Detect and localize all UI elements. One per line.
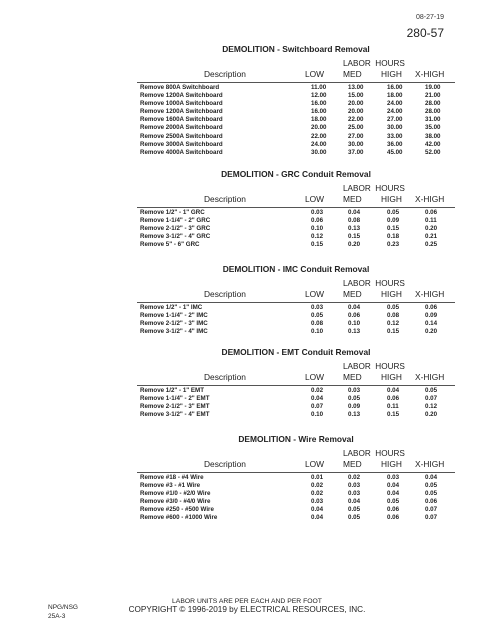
row-high: 0.03 (387, 474, 400, 481)
med-header: MED (343, 372, 362, 382)
low-header: LOW (305, 194, 325, 204)
row-low: 20.00 (311, 124, 327, 132)
row-med: 0.06 (348, 312, 361, 320)
row-high: 0.04 (387, 482, 400, 490)
table-row (137, 514, 455, 522)
row-high: 0.08 (387, 312, 400, 320)
table-row (137, 403, 455, 411)
row-x-high: 0.07 (425, 395, 438, 403)
row-med: 0.05 (348, 514, 361, 522)
row-description: Remove 1600A Switchboard (140, 116, 223, 124)
row-high: 0.15 (387, 411, 400, 419)
med-header: MED (343, 69, 362, 79)
row-med: 0.20 (348, 241, 361, 249)
row-description: Remove 800A Switchboard (140, 84, 220, 91)
row-high: 16.00 (387, 84, 403, 91)
column-header-row (137, 194, 455, 206)
row-x-high: 19.00 (425, 84, 441, 91)
table-rows (137, 209, 455, 249)
row-med: 0.10 (348, 320, 361, 328)
table-row (137, 133, 455, 141)
table-row (137, 474, 455, 482)
footer-units-note: LABOR UNITS ARE PER EACH AND PER FOOT (172, 598, 322, 605)
row-x-high: 38.00 (425, 132, 441, 140)
med-header: MED (343, 194, 362, 204)
row-med: 0.13 (348, 328, 361, 336)
column-header-row (137, 289, 455, 301)
table-row (137, 209, 455, 217)
row-description: Remove 2500A Switchboard (140, 132, 223, 140)
table-row (137, 241, 455, 249)
x-high-header: X-HIGH (415, 372, 445, 382)
table-row (137, 116, 455, 124)
row-x-high: 52.00 (425, 148, 441, 156)
table-rows (137, 84, 455, 157)
row-low: 0.15 (311, 241, 324, 249)
row-x-high: 0.09 (425, 312, 438, 320)
description-header: Description (204, 69, 246, 79)
row-low: 0.04 (311, 395, 324, 403)
med-header: MED (343, 459, 362, 469)
table-row (137, 304, 455, 312)
row-med: 0.15 (348, 233, 361, 241)
row-high: 0.18 (387, 233, 400, 241)
table-row (137, 328, 455, 336)
row-description: Remove 2000A Switchboard (140, 124, 223, 132)
row-high: 0.06 (387, 395, 400, 403)
labor-hours-header: LABOR HOURS (343, 184, 405, 193)
row-med: 0.04 (348, 304, 361, 311)
footer-code-1: NPG/NSG (48, 604, 78, 611)
row-low: 18.00 (311, 116, 327, 124)
labor-hours-header: LABOR HOURS (343, 362, 405, 371)
row-high: 45.00 (387, 148, 403, 156)
header-divider (137, 82, 455, 83)
high-header: HIGH (381, 194, 402, 204)
section-title: DEMOLITION - IMC Conduit Removal (222, 264, 370, 274)
table-row (137, 100, 455, 108)
table-row (137, 498, 455, 506)
row-x-high: 0.07 (425, 506, 438, 514)
row-med: 0.02 (348, 474, 361, 481)
row-x-high: 0.20 (425, 411, 438, 419)
row-med: 37.00 (348, 148, 364, 156)
table-row (137, 149, 455, 157)
table-rows (137, 474, 455, 523)
x-high-header: X-HIGH (415, 69, 445, 79)
row-med: 25.00 (348, 124, 364, 132)
row-high: 24.00 (387, 100, 403, 108)
section-title: DEMOLITION - Switchboard Removal (222, 44, 370, 54)
row-x-high: 28.00 (425, 100, 441, 108)
row-low: 30.00 (311, 148, 327, 156)
row-description: Remove 1-1/4" - 2" IMC (140, 312, 208, 320)
row-high: 0.04 (387, 490, 400, 498)
row-low: 16.00 (311, 108, 327, 116)
description-header: Description (204, 194, 246, 204)
row-x-high: 0.21 (425, 233, 438, 241)
row-x-high: 0.06 (425, 304, 438, 311)
row-med: 0.05 (348, 506, 361, 514)
row-description: Remove #3 - #1 Wire (140, 482, 201, 490)
row-low: 0.02 (311, 490, 324, 498)
row-description: Remove #250 - #500 Wire (140, 506, 214, 514)
column-header-row (137, 459, 455, 471)
row-high: 0.15 (387, 328, 400, 336)
row-med: 0.08 (348, 217, 361, 225)
row-med: 30.00 (348, 140, 364, 148)
table-rows (137, 387, 455, 419)
header-divider (137, 472, 455, 473)
row-med: 0.03 (348, 490, 361, 498)
row-description: Remove 2-1/2" - 3" IMC (140, 320, 208, 328)
row-description: Remove 4000A Switchboard (140, 148, 223, 156)
row-description: Remove #600 - #1000 Wire (140, 514, 218, 522)
row-high: 0.06 (387, 506, 400, 514)
row-x-high: 0.04 (425, 474, 438, 481)
row-low: 0.02 (311, 387, 324, 394)
row-x-high: 0.05 (425, 387, 438, 394)
row-low: 0.08 (311, 320, 324, 328)
row-med: 20.00 (348, 100, 364, 108)
footer-copyright: COPYRIGHT © 1996-2019 by ELECTRICAL RESOURCES, INC. (128, 605, 366, 614)
section-title: DEMOLITION - GRC Conduit Removal (221, 169, 371, 179)
page-number: 280-57 (406, 26, 444, 40)
high-header: HIGH (381, 372, 402, 382)
row-x-high: 0.07 (425, 514, 438, 522)
row-high: 0.05 (387, 498, 400, 506)
row-description: Remove 1/2" - 1" EMT (140, 387, 204, 394)
table-row (137, 92, 455, 100)
high-header: HIGH (381, 69, 402, 79)
column-header-row (137, 69, 455, 81)
row-x-high: 0.06 (425, 209, 438, 216)
section-title: DEMOLITION - Wire Removal (238, 434, 354, 444)
row-low: 0.04 (311, 514, 324, 522)
row-high: 30.00 (387, 124, 403, 132)
section-title: DEMOLITION - EMT Conduit Removal (221, 347, 371, 357)
row-x-high: 0.05 (425, 482, 438, 490)
low-header: LOW (305, 289, 325, 299)
row-description: Remove 1200A Switchboard (140, 92, 223, 100)
table-row (137, 124, 455, 132)
row-low: 0.01 (311, 474, 324, 481)
row-high: 36.00 (387, 140, 403, 148)
row-x-high: 35.00 (425, 124, 441, 132)
row-description: Remove 1/2" - 1" GRC (140, 209, 205, 216)
row-med: 0.03 (348, 387, 361, 394)
row-low: 0.10 (311, 411, 324, 419)
row-low: 22.00 (311, 132, 327, 140)
description-header: Description (204, 372, 246, 382)
row-description: Remove 3-1/2" - 4" GRC (140, 233, 211, 241)
row-x-high: 0.05 (425, 490, 438, 498)
row-description: Remove 2-1/2" - 3" EMT (140, 403, 210, 411)
table-row (137, 506, 455, 514)
row-low: 0.02 (311, 482, 324, 490)
row-description: Remove #18 - #4 Wire (140, 474, 204, 481)
header-divider (137, 385, 455, 386)
row-description: Remove 5" - 6" GRC (140, 241, 200, 249)
table-row (137, 490, 455, 498)
row-high: 0.15 (387, 225, 400, 233)
row-description: Remove #1/0 - #2/0 Wire (140, 490, 211, 498)
row-low: 0.03 (311, 498, 324, 506)
table-row (137, 217, 455, 225)
row-x-high: 0.12 (425, 403, 438, 411)
high-header: HIGH (381, 289, 402, 299)
row-high: 0.06 (387, 514, 400, 522)
row-description: Remove 1-1/4" - 2" EMT (140, 395, 210, 403)
row-low: 0.04 (311, 506, 324, 514)
row-description: Remove #3/0 - #4/0 Wire (140, 498, 211, 506)
table-row (137, 482, 455, 490)
row-low: 11.00 (311, 84, 327, 91)
row-high: 0.11 (387, 403, 399, 411)
header-divider (137, 302, 455, 303)
low-header: LOW (305, 372, 325, 382)
row-high: 33.00 (387, 132, 403, 140)
description-header: Description (204, 459, 246, 469)
row-high: 0.05 (387, 209, 400, 216)
row-description: Remove 1/2" - 1" IMC (140, 304, 203, 311)
x-high-header: X-HIGH (415, 194, 445, 204)
row-x-high: 0.20 (425, 328, 438, 336)
row-high: 24.00 (387, 108, 403, 116)
row-description: Remove 2-1/2" - 3" GRC (140, 225, 211, 233)
row-description: Remove 3-1/2" - 4" EMT (140, 411, 210, 419)
row-x-high: 0.06 (425, 498, 438, 506)
row-description: Remove 1-1/4" - 2" GRC (140, 217, 211, 225)
description-header: Description (204, 289, 246, 299)
row-high: 0.09 (387, 217, 400, 225)
row-low: 0.10 (311, 225, 324, 233)
row-low: 24.00 (311, 140, 327, 148)
med-header: MED (343, 289, 362, 299)
row-x-high: 31.00 (425, 116, 441, 124)
table-row (137, 395, 455, 403)
row-low: 0.03 (311, 304, 324, 311)
table-row (137, 411, 455, 419)
low-header: LOW (305, 69, 325, 79)
row-med: 0.05 (348, 395, 361, 403)
table-row (137, 225, 455, 233)
row-med: 20.00 (348, 108, 364, 116)
row-low: 0.07 (311, 403, 324, 411)
row-med: 0.13 (348, 225, 361, 233)
row-high: 0.12 (387, 320, 400, 328)
row-high: 0.05 (387, 304, 400, 311)
page-date: 08-27-19 (415, 14, 444, 21)
row-med: 0.09 (348, 403, 361, 411)
labor-hours-header: LABOR HOURS (343, 279, 405, 288)
table-row (137, 141, 455, 149)
table-row (137, 320, 455, 328)
row-x-high: 0.11 (425, 217, 437, 225)
row-med: 0.04 (348, 209, 361, 216)
footer-center (0, 598, 494, 614)
row-med: 13.00 (348, 84, 364, 91)
row-x-high: 21.00 (425, 92, 441, 100)
row-med: 22.00 (348, 116, 364, 124)
table-row (137, 108, 455, 116)
table-row (137, 387, 455, 395)
low-header: LOW (305, 459, 325, 469)
row-med: 0.03 (348, 482, 361, 490)
table-row (137, 84, 455, 92)
table-row (137, 233, 455, 241)
table-row (137, 312, 455, 320)
row-low: 0.10 (311, 328, 324, 336)
row-med: 0.04 (348, 498, 361, 506)
high-header: HIGH (381, 459, 402, 469)
x-high-header: X-HIGH (415, 289, 445, 299)
row-med: 0.13 (348, 411, 361, 419)
row-low: 0.06 (311, 217, 324, 225)
footer-code-2: 25A-3 (48, 613, 66, 620)
row-x-high: 0.14 (425, 320, 438, 328)
row-x-high: 42.00 (425, 140, 441, 148)
row-high: 27.00 (387, 116, 403, 124)
row-x-high: 0.20 (425, 225, 438, 233)
table-rows (137, 304, 455, 336)
row-high: 18.00 (387, 92, 403, 100)
row-description: Remove 3000A Switchboard (140, 140, 223, 148)
header-divider (137, 207, 455, 208)
row-low: 12.00 (311, 92, 327, 100)
row-description: Remove 1000A Switchboard (140, 100, 223, 108)
x-high-header: X-HIGH (415, 459, 445, 469)
labor-hours-header: LABOR HOURS (343, 59, 405, 68)
row-low: 0.03 (311, 209, 324, 216)
row-x-high: 28.00 (425, 108, 441, 116)
row-low: 0.05 (311, 312, 324, 320)
row-med: 27.00 (348, 132, 364, 140)
row-med: 15.00 (348, 92, 364, 100)
labor-hours-header: LABOR HOURS (343, 449, 405, 458)
column-header-row (137, 372, 455, 384)
row-high: 0.23 (387, 241, 400, 249)
row-low: 16.00 (311, 100, 327, 108)
row-description: Remove 3-1/2" - 4" IMC (140, 328, 208, 336)
row-low: 0.12 (311, 233, 324, 241)
row-high: 0.04 (387, 387, 400, 394)
row-x-high: 0.25 (425, 241, 438, 249)
row-description: Remove 1200A Switchboard (140, 108, 223, 116)
